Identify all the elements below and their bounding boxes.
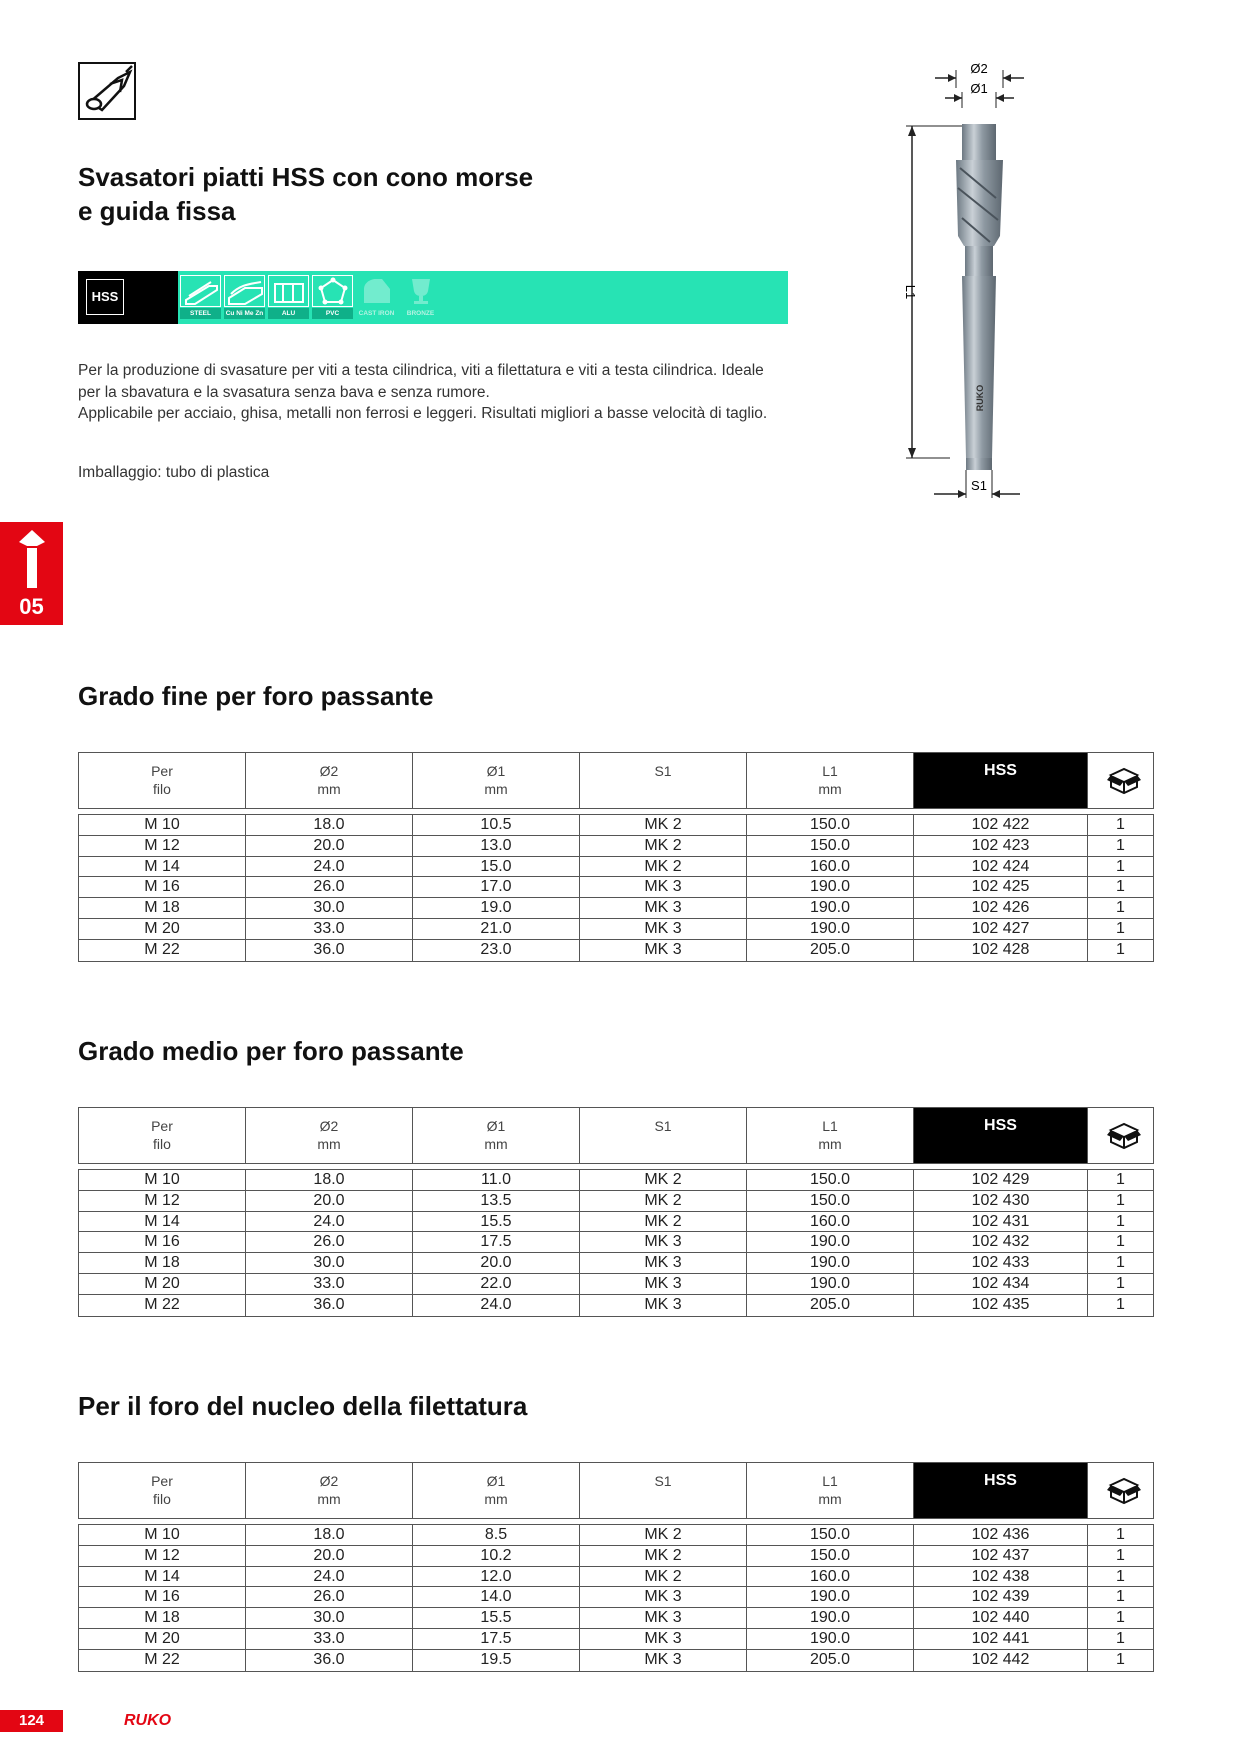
cell-d1: 20.0 bbox=[413, 1253, 580, 1273]
cell-l1: 205.0 bbox=[747, 1295, 914, 1316]
cell-s1: MK 3 bbox=[580, 1650, 747, 1671]
cell-d2: 24.0 bbox=[246, 1212, 413, 1232]
table-row bbox=[79, 1629, 1153, 1650]
cell-thread: M 20 bbox=[79, 919, 246, 939]
product-title-line-2: e guida fissa bbox=[78, 196, 236, 226]
cell-l1: 205.0 bbox=[747, 940, 914, 961]
table-row bbox=[79, 877, 1153, 898]
col-l1: L1 mm bbox=[747, 1463, 914, 1518]
tool-brand-label: RUKO bbox=[975, 384, 985, 412]
product-title-line-1: Svasatori piatti HSS con cono morse bbox=[78, 162, 534, 192]
package-box-icon bbox=[1107, 765, 1141, 795]
steel-beam-icon bbox=[180, 275, 221, 307]
cell-thread: M 14 bbox=[79, 1212, 246, 1232]
cell-l1: 205.0 bbox=[747, 1650, 914, 1671]
material-cast-iron bbox=[356, 275, 397, 319]
cell-article: 102 430 bbox=[914, 1191, 1088, 1211]
col-d1: Ø1 mm bbox=[413, 1108, 580, 1163]
col-d2: Ø2 mm bbox=[246, 1463, 413, 1518]
cell-l1: 150.0 bbox=[747, 836, 914, 856]
section-title-fine: Grado fine per foro passante bbox=[78, 681, 434, 711]
dim-l1-label: L1 bbox=[903, 284, 918, 300]
cell-l1: 160.0 bbox=[747, 857, 914, 877]
dim-d1-label: Ø1 bbox=[970, 81, 988, 96]
cell-article: 102 435 bbox=[914, 1295, 1088, 1316]
table-body bbox=[78, 814, 1154, 962]
cell-thread: M 20 bbox=[79, 1274, 246, 1294]
table-header bbox=[78, 752, 1154, 809]
table-row bbox=[79, 1170, 1153, 1191]
col-pack bbox=[1088, 1463, 1153, 1518]
table-row bbox=[79, 1295, 1153, 1316]
cell-s1: MK 3 bbox=[580, 1629, 747, 1649]
cell-qty: 1 bbox=[1116, 1191, 1125, 1209]
col-thread: Per filo bbox=[79, 1108, 246, 1163]
cell-article: 102 425 bbox=[914, 877, 1088, 897]
cell-l1: 190.0 bbox=[747, 1253, 914, 1273]
table-row bbox=[79, 857, 1153, 878]
cell-thread: M 12 bbox=[79, 1191, 246, 1211]
cell-s1: MK 2 bbox=[580, 1170, 747, 1190]
col-d2: Ø2 mm bbox=[246, 753, 413, 808]
table-row bbox=[79, 1191, 1153, 1212]
cell-d2: 36.0 bbox=[246, 1650, 413, 1671]
cell-l1: 190.0 bbox=[747, 898, 914, 918]
brand-logo: RUKO bbox=[124, 1712, 172, 1729]
table-row bbox=[79, 1587, 1153, 1608]
cell-s1: MK 3 bbox=[580, 1232, 747, 1252]
countersink-tool-icon bbox=[17, 530, 47, 592]
cell-qty: 1 bbox=[1116, 1233, 1125, 1251]
material-steel bbox=[180, 275, 221, 319]
cell-l1: 150.0 bbox=[747, 1191, 914, 1211]
cell-thread: M 14 bbox=[79, 857, 246, 877]
cell-d1: 17.5 bbox=[413, 1232, 580, 1252]
cell-qty: 1 bbox=[1116, 1650, 1125, 1668]
cell-article: 102 426 bbox=[914, 898, 1088, 918]
cell-l1: 160.0 bbox=[747, 1212, 914, 1232]
cell-d1: 8.5 bbox=[413, 1525, 580, 1545]
cell-d1: 11.0 bbox=[413, 1170, 580, 1190]
bronze-cup-icon bbox=[400, 275, 441, 307]
cell-qty: 1 bbox=[1116, 940, 1125, 958]
cell-qty: 1 bbox=[1116, 857, 1125, 875]
table-row bbox=[79, 1253, 1153, 1274]
cell-qty: 1 bbox=[1116, 1609, 1125, 1627]
cell-l1: 150.0 bbox=[747, 815, 914, 835]
cell-d2: 18.0 bbox=[246, 1170, 413, 1190]
cell-s1: MK 2 bbox=[580, 836, 747, 856]
cell-d1: 24.0 bbox=[413, 1295, 580, 1316]
col-l1: L1 mm bbox=[747, 753, 914, 808]
cell-d1: 12.0 bbox=[413, 1567, 580, 1587]
cell-s1: MK 2 bbox=[580, 1567, 747, 1587]
cell-s1: MK 2 bbox=[580, 1191, 747, 1211]
cell-qty: 1 bbox=[1116, 899, 1125, 917]
cell-thread: M 22 bbox=[79, 1295, 246, 1316]
cell-l1: 160.0 bbox=[747, 1567, 914, 1587]
cell-l1: 190.0 bbox=[747, 1587, 914, 1607]
cell-l1: 190.0 bbox=[747, 1232, 914, 1252]
table-row bbox=[79, 836, 1153, 857]
material-bar bbox=[78, 271, 788, 324]
table-row bbox=[79, 940, 1153, 961]
cell-article: 102 440 bbox=[914, 1608, 1088, 1628]
cell-d2: 30.0 bbox=[246, 1608, 413, 1628]
col-l1: L1 mm bbox=[747, 1108, 914, 1163]
cell-thread: M 16 bbox=[79, 877, 246, 897]
product-title bbox=[78, 160, 698, 228]
cell-s1: MK 2 bbox=[580, 1546, 747, 1566]
cell-d1: 15.5 bbox=[413, 1608, 580, 1628]
cell-l1: 190.0 bbox=[747, 877, 914, 897]
cell-qty: 1 bbox=[1116, 1295, 1125, 1313]
cell-article: 102 439 bbox=[914, 1587, 1088, 1607]
cell-d2: 33.0 bbox=[246, 1629, 413, 1649]
cell-l1: 190.0 bbox=[747, 1629, 914, 1649]
package-box-icon bbox=[1107, 1475, 1141, 1505]
table-body bbox=[78, 1169, 1154, 1317]
table-row bbox=[79, 919, 1153, 940]
cell-d1: 21.0 bbox=[413, 919, 580, 939]
cell-l1: 190.0 bbox=[747, 1274, 914, 1294]
cell-d1: 15.0 bbox=[413, 857, 580, 877]
cell-thread: M 10 bbox=[79, 1170, 246, 1190]
cell-d1: 15.5 bbox=[413, 1212, 580, 1232]
cell-thread: M 22 bbox=[79, 1650, 246, 1671]
cell-s1: MK 3 bbox=[580, 898, 747, 918]
cell-thread: M 20 bbox=[79, 1629, 246, 1649]
package-box-icon bbox=[1107, 1120, 1141, 1150]
cell-article: 102 434 bbox=[914, 1274, 1088, 1294]
cell-d1: 22.0 bbox=[413, 1274, 580, 1294]
description-line-2: per la sbavatura e la svasatura senza bava e senza rumore. bbox=[78, 383, 490, 401]
table-row bbox=[79, 1650, 1153, 1671]
dim-d2-label: Ø2 bbox=[970, 61, 988, 76]
cell-d1: 10.5 bbox=[413, 815, 580, 835]
cell-article: 102 433 bbox=[914, 1253, 1088, 1273]
cell-s1: MK 2 bbox=[580, 1525, 747, 1545]
description-line-3: Applicabile per acciaio, ghisa, metalli non ferrosi e leggeri. Risultati migliori a basse velocità di taglio. bbox=[78, 405, 768, 422]
cell-qty: 1 bbox=[1116, 919, 1125, 937]
cell-thread: M 18 bbox=[79, 1253, 246, 1273]
cell-s1: MK 2 bbox=[580, 815, 747, 835]
col-pack bbox=[1088, 753, 1153, 808]
cell-d2: 33.0 bbox=[246, 919, 413, 939]
cell-article: 102 423 bbox=[914, 836, 1088, 856]
page-number: 124 bbox=[0, 1710, 63, 1732]
cell-s1: MK 2 bbox=[580, 1212, 747, 1232]
col-s1: S1 bbox=[580, 1463, 747, 1518]
packaging-info: Imballaggio: tubo di plastica bbox=[78, 464, 270, 481]
cell-d2: 36.0 bbox=[246, 1295, 413, 1316]
table-row bbox=[79, 898, 1153, 919]
cell-s1: MK 3 bbox=[580, 919, 747, 939]
cell-thread: M 16 bbox=[79, 1232, 246, 1252]
cell-qty: 1 bbox=[1116, 1212, 1125, 1230]
material-pvc bbox=[312, 275, 353, 319]
material-bronze bbox=[400, 275, 441, 319]
table-header bbox=[78, 1462, 1154, 1519]
cell-l1: 150.0 bbox=[747, 1546, 914, 1566]
cell-thread: M 18 bbox=[79, 1608, 246, 1628]
section-title-core-hole: Per il foro del nucleo della filettatura bbox=[78, 1391, 528, 1421]
col-hss: HSS bbox=[914, 1108, 1088, 1163]
table-row bbox=[79, 1567, 1153, 1588]
cell-article: 102 428 bbox=[914, 940, 1088, 961]
cell-s1: MK 3 bbox=[580, 1608, 747, 1628]
cell-s1: MK 3 bbox=[580, 1587, 747, 1607]
description-line-1: Per la produzione di svasature per viti a testa cilindrica, viti a filettatura e viti a testa cilindrica. Ideale bbox=[78, 362, 764, 379]
cell-article: 102 431 bbox=[914, 1212, 1088, 1232]
cell-d2: 33.0 bbox=[246, 1274, 413, 1294]
cell-s1: MK 3 bbox=[580, 1253, 747, 1273]
table-header bbox=[78, 1107, 1154, 1164]
cell-l1: 150.0 bbox=[747, 1170, 914, 1190]
hss-badge: HSS bbox=[86, 279, 124, 315]
cell-d1: 14.0 bbox=[413, 1587, 580, 1607]
cell-s1: MK 3 bbox=[580, 1295, 747, 1316]
cell-qty: 1 bbox=[1116, 1171, 1125, 1188]
table-row bbox=[79, 1608, 1153, 1629]
cell-d1: 19.0 bbox=[413, 898, 580, 918]
cell-d2: 26.0 bbox=[246, 1587, 413, 1607]
cell-d1: 13.5 bbox=[413, 1191, 580, 1211]
cell-l1: 150.0 bbox=[747, 1525, 914, 1545]
chapter-number: 05 bbox=[19, 594, 44, 619]
col-s1: S1 bbox=[580, 753, 747, 808]
col-s1: S1 bbox=[580, 1108, 747, 1163]
cell-d1: 17.5 bbox=[413, 1629, 580, 1649]
cell-s1: MK 3 bbox=[580, 877, 747, 897]
cell-thread: M 18 bbox=[79, 898, 246, 918]
cell-article: 102 432 bbox=[914, 1232, 1088, 1252]
cell-d1: 23.0 bbox=[413, 940, 580, 961]
cell-qty: 1 bbox=[1116, 1629, 1125, 1647]
cell-article: 102 422 bbox=[914, 815, 1088, 835]
cell-thread: M 14 bbox=[79, 1567, 246, 1587]
countersink-category-icon bbox=[78, 62, 136, 120]
material-cast-iron-label: CAST IRON bbox=[358, 310, 395, 317]
cell-d2: 26.0 bbox=[246, 1232, 413, 1252]
cell-l1: 190.0 bbox=[747, 1608, 914, 1628]
material-alu-label: ALU bbox=[268, 308, 309, 319]
cell-d2: 24.0 bbox=[246, 857, 413, 877]
table-row bbox=[79, 1274, 1153, 1295]
aluminium-profile-icon bbox=[268, 275, 309, 307]
cell-qty: 1 bbox=[1116, 836, 1125, 854]
cell-l1: 190.0 bbox=[747, 919, 914, 939]
cell-d2: 18.0 bbox=[246, 815, 413, 835]
cell-thread: M 12 bbox=[79, 836, 246, 856]
cell-qty: 1 bbox=[1116, 1274, 1125, 1292]
cell-qty: 1 bbox=[1116, 1546, 1125, 1564]
cell-d2: 26.0 bbox=[246, 877, 413, 897]
cell-article: 102 441 bbox=[914, 1629, 1088, 1649]
cell-qty: 1 bbox=[1116, 816, 1125, 833]
cell-article: 102 442 bbox=[914, 1650, 1088, 1671]
material-bronze-label: BRONZE bbox=[406, 310, 435, 317]
product-description bbox=[78, 360, 828, 425]
chapter-tab bbox=[0, 522, 63, 625]
cell-d2: 20.0 bbox=[246, 1546, 413, 1566]
col-hss: HSS bbox=[914, 1463, 1088, 1518]
cell-thread: M 10 bbox=[79, 1525, 246, 1545]
col-hss: HSS bbox=[914, 753, 1088, 808]
cell-qty: 1 bbox=[1116, 1254, 1125, 1272]
table-body bbox=[78, 1524, 1154, 1672]
cell-qty: 1 bbox=[1116, 1588, 1125, 1606]
cell-s1: MK 2 bbox=[580, 857, 747, 877]
cell-d2: 30.0 bbox=[246, 1253, 413, 1273]
dim-s1-label: S1 bbox=[971, 478, 987, 493]
col-thread: Per filo bbox=[79, 1463, 246, 1518]
cell-d2: 36.0 bbox=[246, 940, 413, 961]
col-thread: Per filo bbox=[79, 753, 246, 808]
material-pvc-label: PVC bbox=[312, 308, 353, 319]
material-steel-label: STEEL bbox=[180, 308, 221, 319]
cast-iron-icon bbox=[356, 275, 397, 307]
cell-d2: 20.0 bbox=[246, 836, 413, 856]
cell-d2: 18.0 bbox=[246, 1525, 413, 1545]
col-d2: Ø2 mm bbox=[246, 1108, 413, 1163]
cell-thread: M 16 bbox=[79, 1587, 246, 1607]
col-d1: Ø1 mm bbox=[413, 1463, 580, 1518]
cell-article: 102 424 bbox=[914, 857, 1088, 877]
cell-article: 102 438 bbox=[914, 1567, 1088, 1587]
pvc-molecule-icon bbox=[312, 275, 353, 307]
tool-dimension-drawing bbox=[900, 58, 1050, 508]
table-row bbox=[79, 815, 1153, 836]
cell-d1: 10.2 bbox=[413, 1546, 580, 1566]
cell-d2: 30.0 bbox=[246, 898, 413, 918]
cell-article: 102 427 bbox=[914, 919, 1088, 939]
col-pack bbox=[1088, 1108, 1153, 1163]
table-row bbox=[79, 1546, 1153, 1567]
cell-s1: MK 3 bbox=[580, 940, 747, 961]
cell-article: 102 429 bbox=[914, 1170, 1088, 1190]
cell-qty: 1 bbox=[1116, 1567, 1125, 1585]
cell-thread: M 22 bbox=[79, 940, 246, 961]
cell-d2: 24.0 bbox=[246, 1567, 413, 1587]
col-d1: Ø1 mm bbox=[413, 753, 580, 808]
cell-qty: 1 bbox=[1116, 878, 1125, 896]
cell-d1: 17.0 bbox=[413, 877, 580, 897]
cell-d2: 20.0 bbox=[246, 1191, 413, 1211]
cell-thread: M 10 bbox=[79, 815, 246, 835]
cell-d1: 13.0 bbox=[413, 836, 580, 856]
table-row bbox=[79, 1525, 1153, 1546]
material-block bbox=[78, 271, 178, 324]
cell-article: 102 437 bbox=[914, 1546, 1088, 1566]
cell-article: 102 436 bbox=[914, 1525, 1088, 1545]
section-title-medium: Grado medio per foro passante bbox=[78, 1036, 464, 1066]
metal-sheet-icon bbox=[224, 275, 265, 307]
material-cu-ni-me-zn bbox=[224, 275, 265, 319]
material-alu bbox=[268, 275, 309, 319]
cell-s1: MK 3 bbox=[580, 1274, 747, 1294]
table-row bbox=[79, 1232, 1153, 1253]
cell-qty: 1 bbox=[1116, 1526, 1125, 1543]
table-row bbox=[79, 1212, 1153, 1233]
material-cu-label: Cu Ni Me Zn bbox=[225, 310, 264, 317]
cell-thread: M 12 bbox=[79, 1546, 246, 1566]
cell-d1: 19.5 bbox=[413, 1650, 580, 1671]
